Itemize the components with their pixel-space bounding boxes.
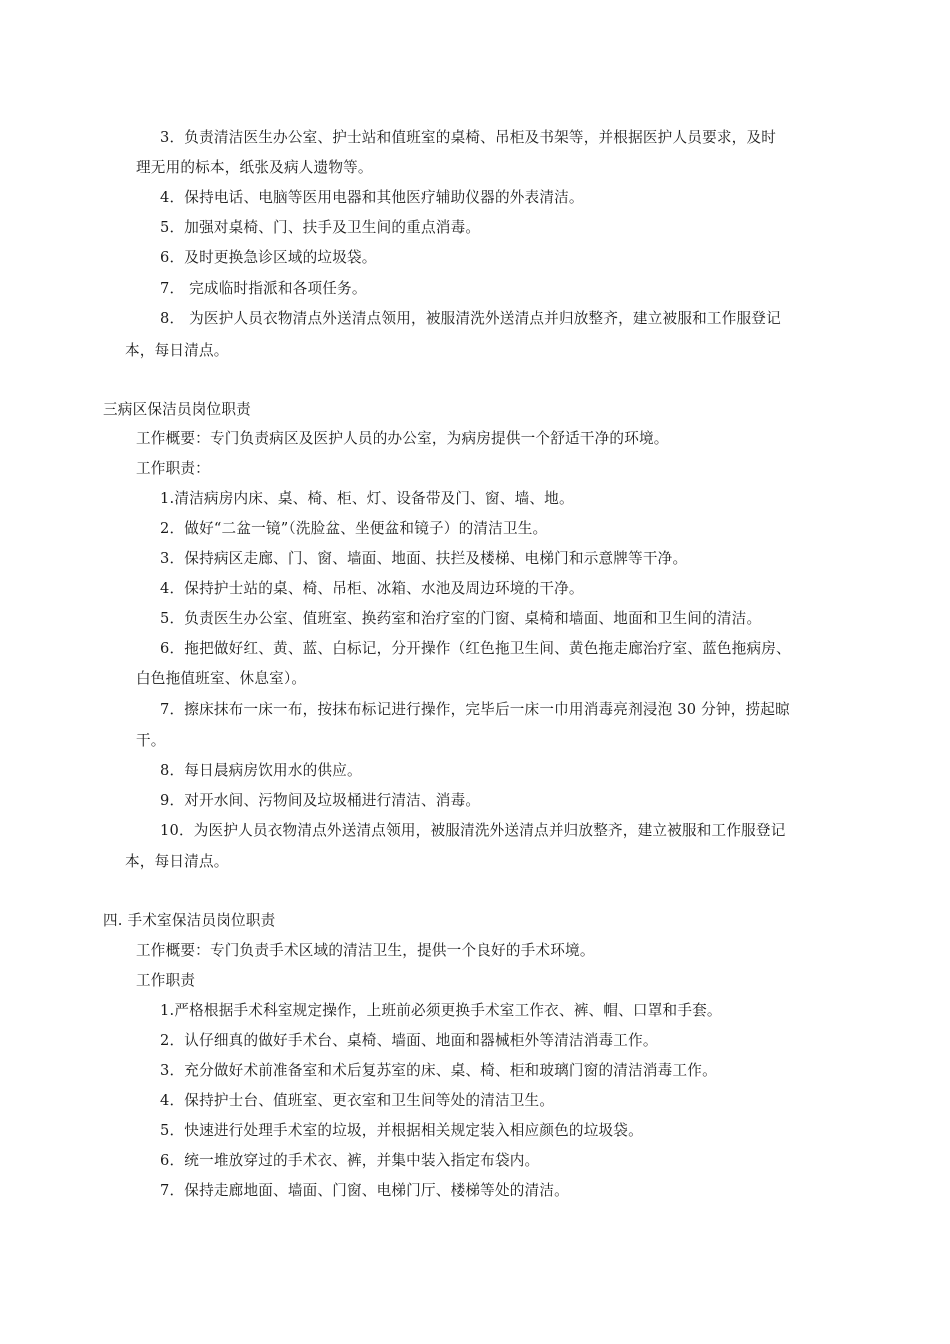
- duty-item-10-line-1: 10．为医护人员衣物清点外送清点领用，被服清洗外送清点并归放整齐，建立被服和工作服登记: [160, 822, 786, 839]
- duty-item-3-line-1: 3．负责清洁医生办公室、护士站和值班室的桌椅、吊柜及书架等，并根据医护人员要求，及时: [160, 129, 777, 146]
- duty-item-5: 5．快速进行处理手术室的垃圾，并根据相关规定装入相应颜色的垃圾袋。: [160, 1122, 643, 1139]
- duty-item-6-line-1: 6．拖把做好红、黄、蓝、白标记，分开操作（红色拖卫生间、黄色拖走廊治疗室、蓝色拖病房、: [160, 640, 791, 657]
- duty-item-1: 1.清洁病房内床、桌、椅、柜、灯、设备带及门、窗、墙、地。: [160, 490, 574, 507]
- duty-item-1: 1.严格根据手术科室规定操作，上班前必须更换手术室工作衣、裤、帽、口罩和手套。: [160, 1002, 722, 1019]
- duty-item-7: 7． 完成临时指派和各项任务。: [160, 280, 367, 297]
- section-3-title: 三病区保洁员岗位职责: [103, 401, 251, 418]
- duty-item-10-line-2: 本，每日清点。: [125, 853, 229, 870]
- section-4-duties-heading: 工作职责: [136, 972, 196, 989]
- duty-item-3: 3．保持病区走廊、门、窗、墙面、地面、扶拦及楼梯、电梯门和示意牌等干净。: [160, 550, 688, 567]
- duty-item-8: 8．每日晨病房饮用水的供应。: [160, 762, 362, 779]
- duty-item-2: 2．做好“二盆一镜”（洗脸盆、坐便盆和镜子）的清洁卫生。: [160, 520, 548, 537]
- duty-item-7-line-2: 干。: [136, 732, 166, 749]
- duty-item-6: 6．及时更换急诊区域的垃圾袋。: [160, 249, 377, 266]
- duty-item-3: 3．充分做好术前准备室和术后复苏室的床、桌、椅、柜和玻璃门窗的清洁消毒工作。: [160, 1062, 717, 1079]
- duty-item-8-line-2: 本，每日清点。: [125, 342, 229, 359]
- duty-item-8-line-1: 8． 为医护人员衣物清点外送清点领用，被服清洗外送清点并归放整齐，建立被服和工作服登记: [160, 310, 781, 327]
- duty-item-4: 4．保持电话、电脑等医用电器和其他医疗辅助仪器的外表清洁。: [160, 189, 584, 206]
- duty-item-2: 2．认仔细真的做好手术台、桌椅、墙面、地面和器械柜外等清洁消毒工作。: [160, 1032, 658, 1049]
- duty-item-4: 4．保持护士站的桌、椅、吊柜、冰箱、水池及周边环境的干净。: [160, 580, 584, 597]
- duty-item-6-line-2: 白色拖值班室、休息室）。: [136, 670, 307, 687]
- section-4-overview: 工作概要：专门负责手术区域的清洁卫生，提供一个良好的手术环境。: [136, 942, 595, 959]
- duty-item-6: 6．统一堆放穿过的手术衣、裤，并集中装入指定布袋内。: [160, 1152, 540, 1169]
- duty-item-9: 9．对开水间、污物间及垃圾桶进行清洁、消毒。: [160, 792, 481, 809]
- duty-item-5: 5．负责医生办公室、值班室、换药室和治疗室的门窗、桌椅和墙面、地面和卫生间的清洁。: [160, 610, 762, 627]
- duty-item-4: 4．保持护士台、值班室、更衣室和卫生间等处的清洁卫生。: [160, 1092, 555, 1109]
- section-3-duties-heading: 工作职责：: [136, 460, 210, 477]
- duty-item-5: 5．加强对桌椅、门、扶手及卫生间的重点消毒。: [160, 219, 481, 236]
- duty-item-7: 7．保持走廊地面、墙面、门窗、电梯门厅、楼梯等处的清洁。: [160, 1182, 569, 1199]
- duty-item-3-line-2: 理无用的标本，纸张及病人遗物等。: [136, 159, 373, 176]
- section-4-title: 四. 手术室保洁员岗位职责: [103, 912, 276, 929]
- section-3-overview: 工作概要：专门负责病区及医护人员的办公室，为病房提供一个舒适干净的环境。: [136, 430, 669, 447]
- duty-item-7-line-1: 7．擦床抹布一床一布，按抹布标记进行操作，完毕后一床一巾用消毒亮剂浸泡 30 分钟，捞起晾: [160, 701, 790, 718]
